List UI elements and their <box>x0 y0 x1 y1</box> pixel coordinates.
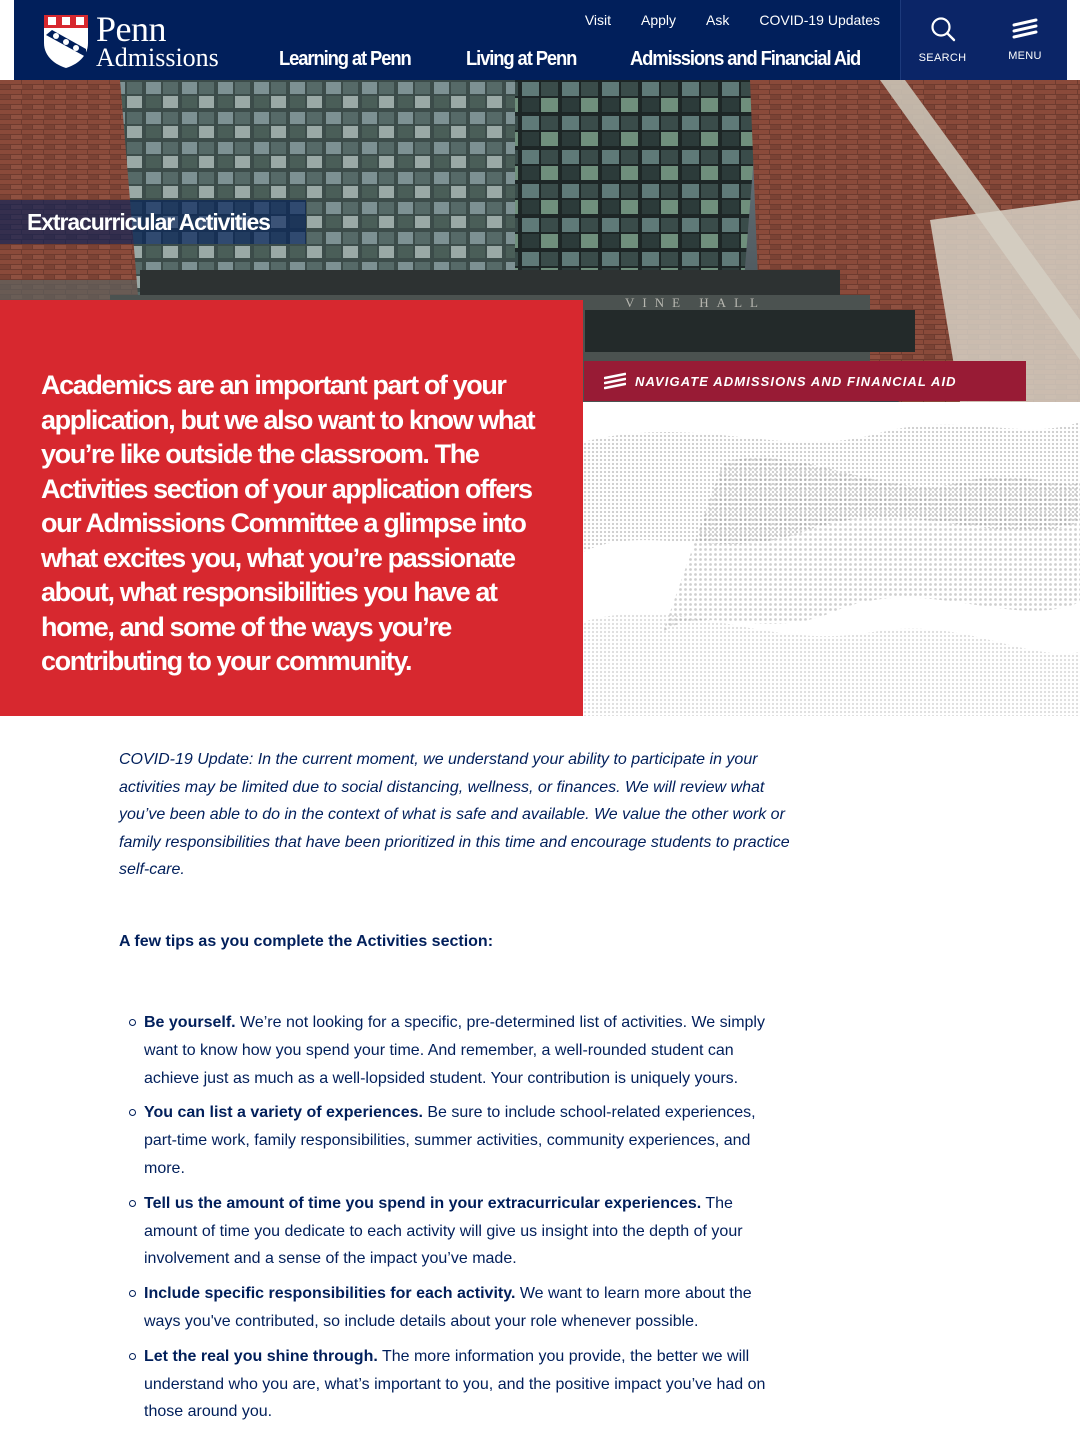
list-item <box>128 1190 788 1273</box>
penn-admissions-logo[interactable] <box>42 9 242 72</box>
menu-lines-icon <box>604 372 626 390</box>
nav-living-at-penn[interactable]: Living at Penn <box>465 48 577 70</box>
menu-button[interactable] <box>983 0 1067 80</box>
logo-wordmark-penn: Penn <box>96 9 166 49</box>
tips-list <box>128 1009 788 1433</box>
bullet-circle-icon <box>129 1200 136 1207</box>
site-header <box>14 0 1067 80</box>
util-link-visit[interactable]: Visit <box>584 12 612 28</box>
penn-shield-logo <box>42 13 90 69</box>
search-label: SEARCH <box>918 52 967 64</box>
tip-text: Be sure to include school-related experiences, part-time work, family responsibilities, summer activities, community experiences, and more. <box>144 1104 756 1177</box>
menu-icon <box>1012 18 1038 40</box>
page-title: Extracurricular Activities <box>0 200 306 244</box>
bullet-circle-icon <box>129 1109 136 1116</box>
navigate-admissions-button[interactable] <box>584 361 1026 401</box>
list-item <box>128 1280 788 1336</box>
tip-text: We’re not looking for a specific, pre-determined list of activities. We simply want to know how you spend your time. And remember, a well-rounded student can achieve just as much as a well-lopsided student. Your contribution is uniquely yours. <box>144 1014 765 1087</box>
bullet-circle-icon <box>129 1019 136 1026</box>
building-sign: VINE HALL <box>625 295 766 310</box>
covid-update-note: COVID-19 Update: In the current moment, we understand your ability to participate in your activities may be limited due to social distancing, wellness, or finances. We will review what you’ve been able to do in the context of what is safe and available. We value the other work or family responsibilities that have been prioritized in this time and encourage students to practice self-care. <box>119 751 790 879</box>
tip-title: You can list a variety of experiences. <box>144 1104 423 1122</box>
search-button[interactable] <box>900 0 984 80</box>
tip-text: We want to learn more about the ways you've contributed, so include details about your role whenever possible. <box>144 1285 752 1330</box>
intro-text: Academics are an important part of your application, but we also want to know what you’re like outside the classroom. The Activities section of your application offers our Admissions Committee a glimpse into what excites you, what you’re passionate about, what responsibilities you have at home, and some of the ways you’re contributing to your community. <box>41 370 535 676</box>
intro-panel <box>0 300 583 716</box>
main-nav <box>279 48 880 71</box>
tips-heading: A few tips as you complete the Activities section: <box>119 933 494 950</box>
bullet-circle-icon <box>129 1353 136 1360</box>
list-item <box>128 1099 788 1182</box>
list-item <box>128 1009 788 1092</box>
tip-text: The amount of time you dedicate to each activity will give us insight into the depth of your involvement and a sense of the impact you’ve made. <box>144 1194 743 1268</box>
util-link-covid-updates[interactable]: COVID-19 Updates <box>759 12 880 28</box>
bullet-circle-icon <box>129 1290 136 1297</box>
nav-admissions-financial-aid[interactable]: Admissions and Financial Aid <box>629 48 860 70</box>
tip-title: Tell us the amount of time you spend in your extracurricular experiences. <box>144 1194 702 1212</box>
tip-title: Let the real you shine through. <box>144 1347 378 1365</box>
tip-text: The more information you provide, the better we will understand who you are, what’s important to you, and the positive impact you’ve had on those around you. <box>144 1347 766 1421</box>
logo-wordmark-admissions: Admissions <box>96 43 219 72</box>
list-item <box>128 1343 788 1426</box>
util-link-ask[interactable]: Ask <box>706 12 730 28</box>
nav-learning-at-penn[interactable]: Learning at Penn <box>278 48 411 70</box>
tip-title: Include specific responsibilities for each activity. <box>144 1285 516 1303</box>
decorative-texture <box>583 402 1080 716</box>
navigate-label: NAVIGATE ADMISSIONS AND FINANCIAL AID <box>635 373 957 389</box>
tip-title: Be yourself. <box>144 1014 236 1031</box>
utility-nav <box>585 12 880 28</box>
util-link-apply[interactable]: Apply <box>641 12 677 28</box>
menu-label: MENU <box>1008 50 1042 62</box>
search-icon <box>930 16 956 42</box>
halftone-texture <box>583 402 1080 716</box>
